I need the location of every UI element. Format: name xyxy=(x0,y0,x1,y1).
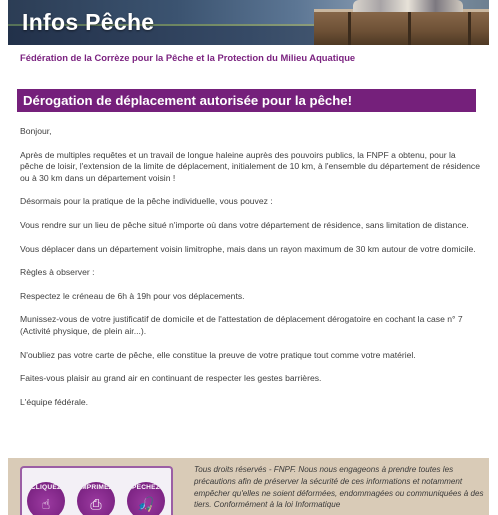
banner-dock-post xyxy=(468,12,471,45)
badge-pechez[interactable] xyxy=(127,482,165,515)
body-paragraph: Munissez-vous de votre justificatif de domicile et de l'attestation de déplacement dérogatoire en cochant la case n° 7 (Activité physique, de plein air...). xyxy=(20,314,463,336)
badge-label: CLIQUEZ xyxy=(30,484,62,491)
promo-badges[interactable] xyxy=(20,466,173,515)
banner-people xyxy=(353,0,463,12)
footer xyxy=(8,458,489,515)
header-banner xyxy=(8,0,489,45)
headline-title: Dérogation de déplacement autorisée pour la pêche! xyxy=(23,93,353,108)
banner-title: Infos Pêche xyxy=(22,9,155,35)
body-paragraph: Vous déplacer dans un département voisin limitrophe, mais dans un rayon maximum de 30 km autour de votre domicile. xyxy=(20,243,476,254)
body-paragraph: Après de multiples requêtes et un travail de longue haleine auprès des pouvoirs publics, la FNPF a obtenu, pour la pêche de loisir, l'extension de la limite de déplacement, initialement de 10 km, à l'ensemble du département de résidence ou à 30 km dans un département voisin ! xyxy=(20,149,480,183)
body-paragraph: Désormais pour la pratique de la pêche individuelle, vous pouvez : xyxy=(20,196,273,207)
badge-imprimez[interactable] xyxy=(77,482,115,515)
body-paragraph: Respectez le créneau de 6h à 19h pour vos déplacements. xyxy=(20,290,245,301)
banner-dock xyxy=(314,9,489,45)
headline-bar xyxy=(17,89,476,112)
hand-pointer-icon: ☝ xyxy=(41,496,51,512)
badge-label: PECHEZ xyxy=(132,484,160,491)
body-paragraph: Vous rendre sur un lieu de pêche situé n'importe où dans votre département de résidence, sans limitation de distance. xyxy=(20,219,469,230)
fisherman-icon: 🎣 xyxy=(137,496,155,512)
body-signature: L'équipe fédérale. xyxy=(20,396,89,407)
badge-cliquez[interactable] xyxy=(27,482,65,515)
federation-title: Fédération de la Corrèze pour la Pêche et la Protection du Milieu Aquatique xyxy=(20,52,356,63)
banner-dock-post xyxy=(348,12,351,45)
body-paragraph: N'oubliez pas votre carte de pêche, elle constitue la preuve de votre pratique tout comme votre matériel. xyxy=(20,349,416,360)
printer-icon: ⎙ xyxy=(90,496,102,512)
badge-label: IMPRIMEZ xyxy=(79,484,113,491)
body-paragraph: Règles à observer : xyxy=(20,267,95,278)
article-body xyxy=(20,126,480,408)
banner-dock-post xyxy=(408,12,411,45)
body-paragraph: Bonjour, xyxy=(20,126,52,136)
body-paragraph: Faites-vous plaisir au grand air en continuant de respecter les gestes barrières. xyxy=(20,373,322,384)
legal-notice: Tous droits réservés - FNPF. Nous nous engageons à prendre toutes les précautions afin de préserver la sécurité de ces informations et notamment empêcher qu'elles ne soient déformées, endommagées ou communiquées à des tiers. Conformément à la loi Informatique xyxy=(194,465,484,510)
